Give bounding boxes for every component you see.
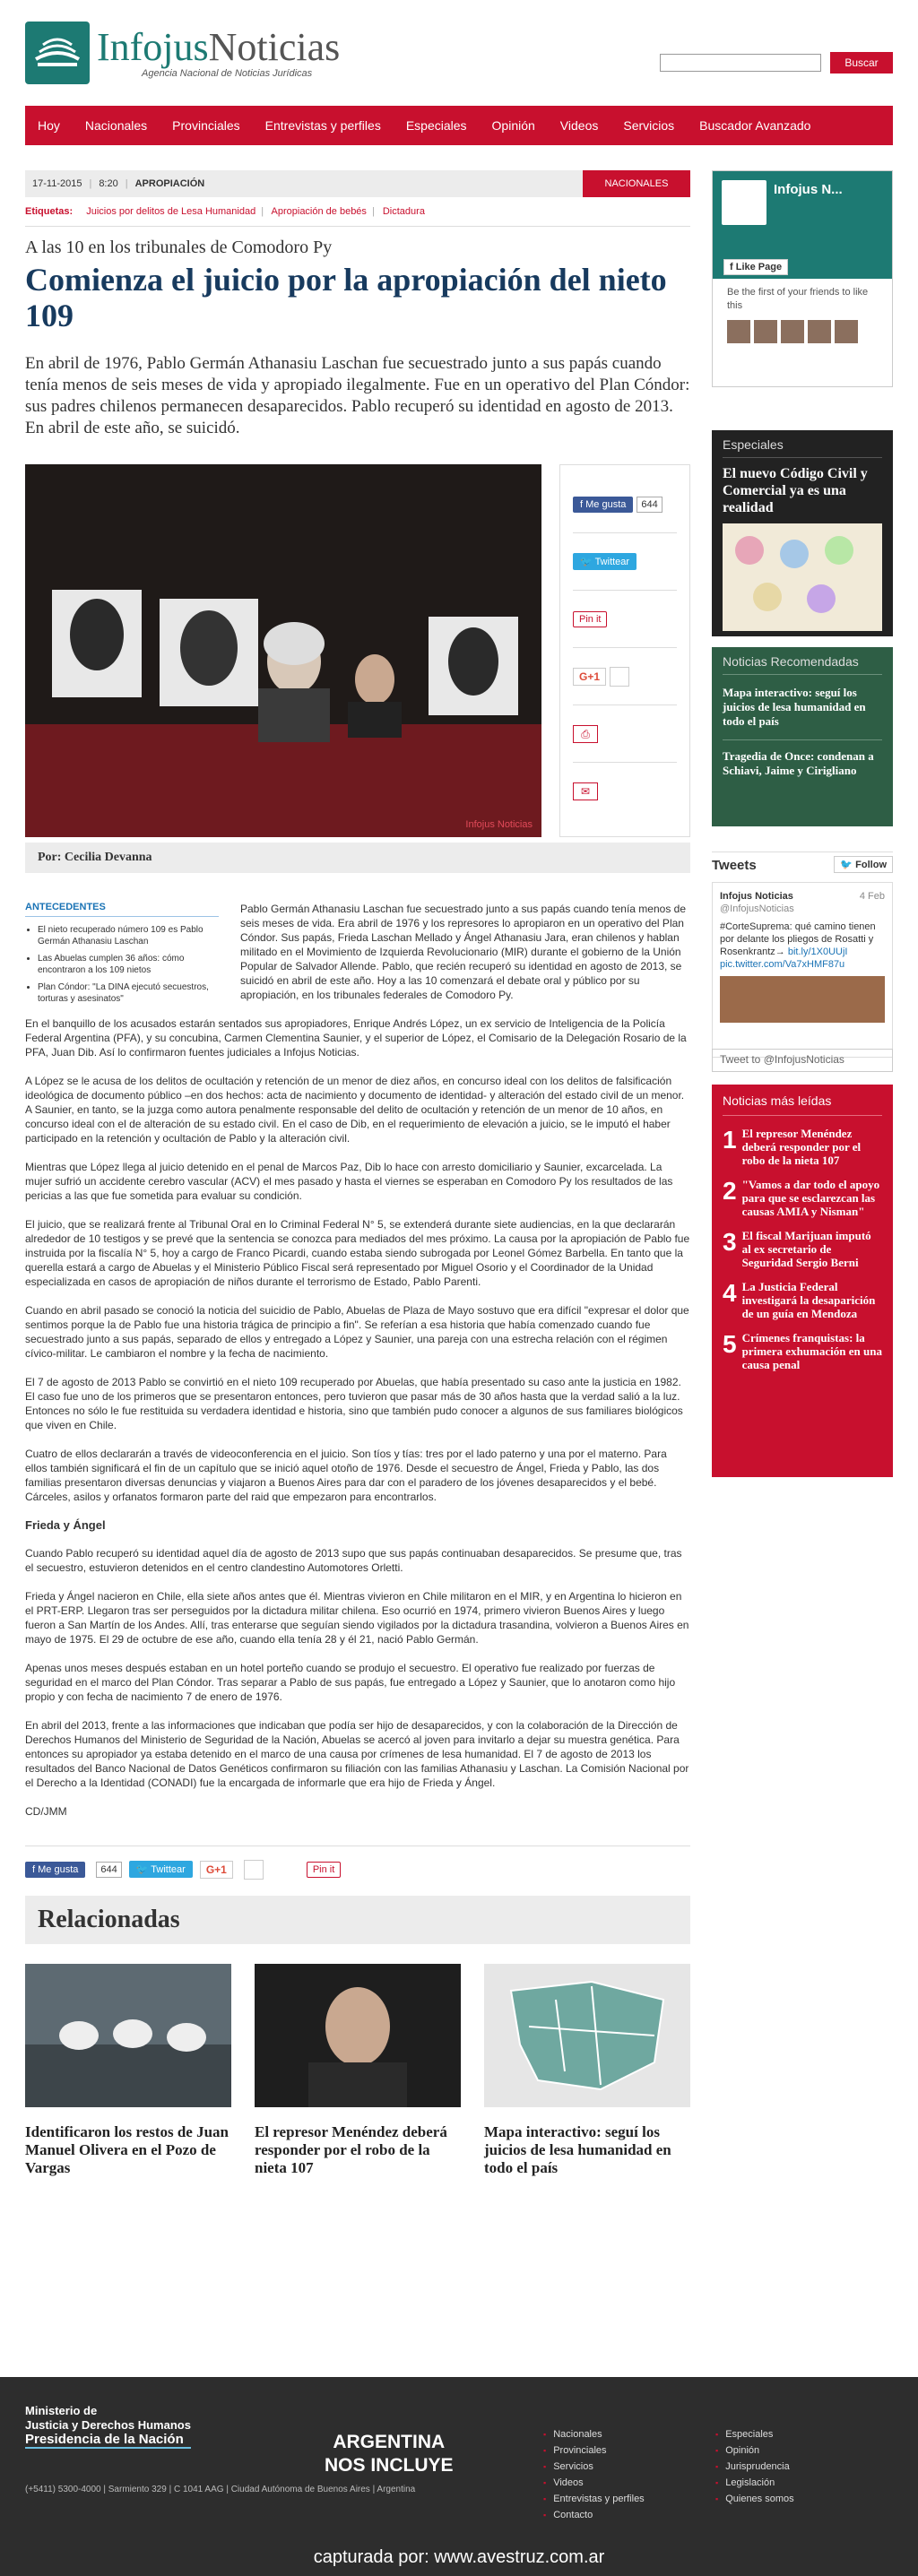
ministry-line: Ministerio de bbox=[25, 2404, 98, 2417]
twitter-icon: 🐦 bbox=[135, 1864, 152, 1875]
footer-links-col1 bbox=[543, 2429, 645, 2526]
fb-like-count: 644 bbox=[637, 497, 662, 513]
tweet bbox=[712, 882, 893, 1058]
mas-leidas-title: "Vamos a dar todo el apoyo para que se esclarezcan las causas AMIA y Nisman" bbox=[741, 1178, 880, 1218]
article-paragraph: Mientras que López llega al juicio detenido en el penal de Marcos Paz, Dib lo hace con arresto domiciliario y Saunier, excarcelada. La mujer sufrió un accidente cerebro vascular (ACV) el mes pasado y hasta el viernes se esperaban en Comodoro Py los resultados de las pericias a las que fue sometida para evaluar su condición. bbox=[25, 1161, 673, 1202]
article-body bbox=[25, 902, 690, 1819]
mas-leidas-item[interactable] bbox=[723, 1280, 882, 1320]
fb-friend-faces bbox=[713, 320, 892, 343]
footer-links-col2 bbox=[715, 2429, 794, 2510]
article-meta-bar: 17-11-2015 | 8:20 | APROPIACIÓN NACIONALES bbox=[25, 170, 690, 197]
footer-link[interactable]: ▪ Opinión bbox=[715, 2445, 794, 2456]
footer-slogan bbox=[325, 2431, 454, 2477]
fb-page-avatar bbox=[722, 180, 766, 225]
tweet-label: Twittear bbox=[151, 1864, 186, 1875]
google-plus-button[interactable]: G+1 bbox=[573, 668, 606, 686]
recomendadas-box bbox=[712, 647, 893, 826]
article-paragraph: A López se le acusa de los delitos de ocultación y retención de un menor de diez años, en concurso ideal con los delitos de falsificación ideológica de documento público –en dos hechos: acta de nacimiento y documento de identidad- y alteración del estado civil de un menor. A Saunier, en tanto, se la juzga como autora penalmente responsable del delito de ocultación y retención de un menor de 10 años, en concurso ideal con el de alteración de su estado civil. En el caso de Dib, en el requerimiento de elevación a juicio, se le imputó el haber participado en la retención y ocultación de Pablo y la alteración civil. bbox=[25, 1075, 685, 1145]
article-paragraph: Pablo Germán Athanasiu Laschan fue secuestrado junto a sus papás cuando tenía menos de seis meses de vida. Era abril de 1976 y los represores lo apropiaron en un operativo del Plan Cóndor. Sus papás, Frieda Laschan Mellado y Ángel Athanasiu Jara, eran chilenos y hablan militado en el Movimiento de Izquierda Revolucionario (MIR) durante el gobierno de la Unión Popular de Salvador Allende. Pablo, que recién recuperó su identidad en agosto de 2013, se suicidó en abril de este año. Hoy a las 10 comenzará el debate oral y público por su apropiación, en los tribunales federales de Comodoro Py. bbox=[240, 903, 687, 1001]
photo-credit: Infojus Noticias bbox=[465, 819, 533, 830]
fb-page-name[interactable]: Infojus N... bbox=[774, 182, 843, 197]
tweet-link[interactable]: bit.ly/1X0UUjI pic.twitter.com/Va7xHMF87u bbox=[720, 947, 848, 970]
mas-leidas-item[interactable] bbox=[723, 1331, 882, 1371]
footer-link[interactable]: ▪ Videos bbox=[543, 2477, 645, 2488]
related-card[interactable] bbox=[25, 1964, 231, 2177]
tweet-author[interactable]: Infojus Noticias bbox=[720, 891, 793, 902]
related-card-title: Identificaron los restos de Juan Manuel Olivera en el Pozo de Vargas bbox=[25, 2123, 230, 2176]
logo-brand-name: Infojus bbox=[97, 25, 209, 69]
avatar bbox=[835, 320, 858, 343]
article-paragraph: En abril del 2013, frente a las informaciones que indicaban que podía ser hijo de desaparecidos, y con la colaboración de la Dirección de Derechos Humanos del Ministerio de Seguridad de la Nación, Abuelas se acercó al joven para invitarlo a dejar su muestra genética. Para entonces su apropiador ya estaba detenido en el marco de una causa por crímenes de lesa humanidad. El 7 de agosto de 2013 los resultados del Banco Nacional de Datos Genéticos confirmaron su filiación con las familias Athanasiu y Laschan. La Comisión Nacional por el Derecho a la Identidad (CONADI) fue la encargada de informarle que era hijo de Frieda y Ángel. bbox=[25, 1719, 689, 1789]
related-card-title: Mapa interactivo: seguí los juicios de lesa humanidad en todo el país bbox=[484, 2123, 671, 2176]
mas-leidas-label: Noticias más leídas bbox=[723, 1094, 882, 1116]
logo-brand-suffix: Noticias bbox=[208, 25, 341, 69]
article-time: 8:20 bbox=[99, 178, 118, 189]
recomendada-link[interactable]: Mapa interactivo: seguí los juicios de lesa humanidad en todo el país bbox=[723, 686, 866, 728]
footer-link[interactable]: ▪ Jurisprudencia bbox=[715, 2461, 794, 2472]
pinterest-button[interactable]: Pin it bbox=[573, 611, 607, 627]
tweet-button[interactable] bbox=[129, 1861, 193, 1878]
mas-leidas-title: Crímenes franquistas: la primera exhumación en una causa penal bbox=[741, 1331, 882, 1371]
google-plus-count bbox=[244, 1860, 264, 1880]
article-paragraph: Cuando en abril pasado se conoció la noticia del suicidio de Pablo, Abuelas de Plaza de Mayo sostuvo que era difícil "expresar el dolor que sentimos porque la de Pablo fue una historia trágica de principio a fin". Se referían a esa historia que había comenzado cuando fue secuestrado junto a sus papás, separado de ellos y entregado a López y Saunier, una pareja con una estrecha relación con el régimen cívico-militar. Le cambiaron el nombre y la fecha de nacimiento. bbox=[25, 1304, 689, 1360]
search-button[interactable]: Buscar bbox=[830, 52, 893, 73]
article-paragraph: El juicio, que se realizará frente al Tribunal Oral en lo Criminal Federal N° 5, se extenderá durante siete audiencias, en la que declararán alrededor de 10 testigos y se prevé que la sentencia se conozca para mediados del mes próximo. La causa por la apropiación de Pablo fue instruida por la fiscalía N° 5, hoy a cargo de Franco Picardi, cuando estaba siendo subrogada por Leonel Gómez Barbella. En tanto que la querella estará a cargo de Abuelas y el Ministerio Público Fiscal será representado por Miguel Osorio y el Coordinador de la Unidad especializada en casos de apropiación de niños durante el terrorismo de Estado, Pablo Parenti. bbox=[25, 1218, 690, 1288]
mas-leidas-rank: 5 bbox=[723, 1330, 737, 1358]
article-media bbox=[25, 464, 690, 837]
article-signature: CD/JMM bbox=[25, 1805, 67, 1818]
antecedentes-box bbox=[25, 902, 219, 1010]
mas-leidas-item[interactable] bbox=[723, 1229, 882, 1269]
related-image bbox=[484, 1964, 690, 2107]
footer-link[interactable]: ▪ Provinciales bbox=[543, 2445, 645, 2456]
article-lead: En abril de 1976, Pablo Germán Athanasiu Laschan fue secuestrado junto a sus papás cuando tenía menos de seis meses de vida y apropiado ilegalmente. Fue en un operativo del Plan Cóndor: sus padres chilenos permanecen desaparecidos. Pablo recuperó su identidad en agosto de 2013. En abril de este año, se suicidó. bbox=[25, 354, 690, 437]
nav-item-hoy[interactable]: Hoy bbox=[38, 118, 60, 133]
tweet-date[interactable]: 4 Feb bbox=[859, 891, 885, 902]
email-icon[interactable]: ✉ bbox=[573, 782, 598, 800]
footer-address: (+5411) 5300-4000 | Sarmiento 329 | C 1041 AAG | Ciudad Autónoma de Buenos Aires | Argentina bbox=[25, 2485, 416, 2494]
mas-leidas-item[interactable] bbox=[723, 1127, 882, 1167]
fb-like-label: Me gusta bbox=[585, 498, 627, 510]
recomendadas-label: Noticias Recomendadas bbox=[723, 654, 882, 675]
mas-leidas-title: La Justicia Federal investigará la desaparición de un guía en Mendoza bbox=[741, 1280, 876, 1320]
share-column bbox=[559, 464, 690, 837]
footer-link[interactable]: ▪ Contacto bbox=[543, 2510, 645, 2520]
avatar bbox=[727, 320, 750, 343]
mas-leidas-rank: 4 bbox=[723, 1279, 737, 1307]
antecedente-link[interactable]: • Plan Cóndor: "La DINA ejecutó secuestros, torturas y asesinatos" bbox=[38, 981, 219, 1005]
section-tag[interactable]: NACIONALES bbox=[583, 170, 690, 197]
tag-link[interactable]: Dictadura bbox=[382, 206, 425, 217]
fb-like-page-label: Like Page bbox=[735, 262, 783, 272]
ministry-line: Presidencia de la Nación bbox=[25, 2433, 191, 2449]
article-kicker: A las 10 en los tribunales de Comodoro Py bbox=[25, 238, 333, 257]
nav-item-provinciales[interactable]: Provinciales bbox=[172, 118, 240, 133]
nav-item-buscador-avanzado[interactable]: Buscador Avanzado bbox=[699, 118, 811, 133]
avatar bbox=[754, 320, 777, 343]
footer-link[interactable]: ▪ Servicios bbox=[543, 2461, 645, 2472]
bottom-share-bar bbox=[25, 1846, 690, 1881]
related-image bbox=[255, 1964, 461, 2107]
article-column bbox=[25, 170, 690, 2177]
article-paragraph: Cuatro de ellos declararán a través de videoconferencia en el juicio. Son tíos y tías: tres por el lado paterno y una por el materno. Para ellos también significará el fin de un capítulo que se inició aquel otoño de 1976. Desde el secuestro de Ángel, Frieda y Pablo, las dos familias presentaron diversas denuncias y viajaron a Buenos Aires para dar con el paradero de los jóvenes desaparecidos y el bebé. Cárceles, asilos y orfanatos formaron parte del raid que empezaron para encontrarlos. bbox=[25, 1448, 667, 1503]
book-logo-icon bbox=[25, 22, 90, 84]
antecedentes-title: ANTECEDENTES bbox=[25, 902, 219, 917]
fb-like-page-button[interactable] bbox=[723, 259, 788, 275]
nav-item-opinion[interactable]: Opinión bbox=[491, 118, 535, 133]
especiales-label: Especiales bbox=[723, 437, 882, 458]
article-paragraph: Frieda y Ángel nacieron en Chile, ella siete años antes que él. Mientras vivieron en Chile militaron en el MIR, y en Argentina lo hicieron en el PRT-ERP. Llegaron tras ser perseguidos por la dictadura militar chilena. Eso ocurrió en 1974, primero vivieron Buenos Aires y luego fueron a San Martín de los Andes. Allí, tras enterarse que seguían siendo vigilados por la dictadura trasandina, volvieron a Buenos Aires en mayo de 1975. El 29 de octubre de ese año, cuando ella tenía 28 y él 21, nació Pablo Germán. bbox=[25, 1590, 689, 1646]
antecedente-link[interactable]: • Las Abuelas cumplen 36 años: cómo encontraron a los 109 nietos bbox=[38, 953, 219, 976]
main-nav bbox=[25, 106, 893, 145]
capture-note: capturada por: www.avestruz.com.ar bbox=[313, 2547, 605, 2567]
especiales-headline: El nuevo Código Civil y Comercial ya es una realidad bbox=[723, 466, 868, 515]
pinterest-button[interactable]: Pin it bbox=[307, 1862, 341, 1878]
twitter-follow-button[interactable] bbox=[834, 856, 893, 873]
site-logo[interactable] bbox=[25, 22, 340, 84]
related-list bbox=[25, 1964, 690, 2177]
related-title: Relacionadas bbox=[25, 1896, 690, 1944]
slogan-line: NOS INCLUYE bbox=[325, 2455, 454, 2476]
site-footer bbox=[0, 2377, 918, 2576]
tag-link[interactable]: Apropiación de bebés bbox=[271, 206, 367, 217]
fb-page-cover bbox=[713, 171, 892, 279]
related-card[interactable] bbox=[255, 1964, 461, 2177]
tweets-title: Tweets bbox=[712, 858, 757, 873]
fb-icon: f bbox=[580, 498, 586, 510]
mas-leidas-item[interactable] bbox=[723, 1178, 882, 1218]
article-paragraph: Apenas unos meses después estaban en un hotel porteño cuando se produjo el secuestro. El operativo fue realizado por fuerzas de seguridad en el marco del Plan Cóndor. Tras separar a Pablo de sus papás, fue entregado a López y Saunier, que lo anotaron como hijo propio y con fecha de nacimiento 7 de enero de 1976. bbox=[25, 1662, 676, 1703]
logo-tagline: Agencia Nacional de Noticias Jurídicas bbox=[142, 68, 313, 79]
nav-item-videos[interactable]: Videos bbox=[559, 118, 599, 133]
nav-item-servicios[interactable]: Servicios bbox=[623, 118, 675, 133]
footer-link[interactable]: ▪ Especiales bbox=[715, 2429, 794, 2440]
article-subhead: Frieda y Ángel bbox=[25, 1518, 106, 1532]
article-paragraph: El 7 de agosto de 2013 Pablo se convirtió en el nieto 109 recuperado por Abuelas, que había presentado su caso ante la justicia en 1982. El caso fue uno de los primeros que se presentaron entonces, pero tuvieron que pasar más de 30 años hasta que la verdad salió a la luz. Entonces no sólo le fue restituida su verdadera identidad e historia, sino que también pudo conocer a algunos de sus familiares biológicos que viven en Chile. bbox=[25, 1376, 683, 1431]
especiales-box[interactable] bbox=[712, 430, 893, 636]
tags-label: Etiquetas: bbox=[25, 206, 74, 217]
mas-leidas-rank: 2 bbox=[723, 1177, 737, 1205]
twitter-widget bbox=[712, 851, 893, 1072]
related-image bbox=[25, 1964, 231, 2107]
tweet-button[interactable] bbox=[573, 553, 637, 570]
tweet-label: Twittear bbox=[594, 557, 630, 567]
fb-icon: f bbox=[730, 262, 736, 272]
mas-leidas-title: El represor Menéndez deberá responder por el robo de la nieta 107 bbox=[741, 1127, 862, 1167]
fb-icon: f bbox=[32, 1863, 39, 1875]
mas-leidas-rank: 1 bbox=[723, 1126, 737, 1154]
nav-item-nacionales[interactable]: Nacionales bbox=[84, 118, 148, 133]
fb-like-count: 644 bbox=[96, 1862, 121, 1878]
footer-link[interactable]: ▪ Legislación bbox=[715, 2477, 794, 2488]
avatar bbox=[808, 320, 831, 343]
article-date: 17-11-2015 bbox=[32, 178, 82, 189]
google-plus-count bbox=[610, 667, 629, 687]
tag-link[interactable]: Juicios por delitos de Lesa Humanidad bbox=[86, 206, 256, 217]
antecedente-link[interactable]: • El nieto recuperado número 109 es Pablo Germán Athanasiu Laschan bbox=[38, 924, 219, 947]
slogan-line: ARGENTINA bbox=[333, 2432, 446, 2452]
mas-leidas-rank: 3 bbox=[723, 1228, 737, 1256]
twitter-icon: 🐦 bbox=[840, 860, 856, 870]
article-headline: Comienza el juicio por la apropiación del nieto 109 bbox=[25, 262, 667, 333]
ministry-logo[interactable] bbox=[25, 2404, 191, 2449]
related-card[interactable] bbox=[484, 1964, 690, 2177]
facebook-page-widget bbox=[712, 170, 893, 387]
fb-like-label: Me gusta bbox=[38, 1863, 79, 1875]
article-tags: Etiquetas: Juicios por delitos de Lesa Humanidad | Apropiación de bebés | Dictadura bbox=[25, 206, 690, 227]
tweet-text: #CorteSuprema: qué camino tienen por delante los pliegos de Rosatti y Rosenkrantz→ bbox=[720, 921, 876, 957]
article-paragraph: En el banquillo de los acusados estarán sentados sus apropiadores, Enrique Andrés López, un ex servicio de Inteligencia de la Policía Federal Argentina (PFA), y su concubina, Carmen Clementina Saunier, y el superior de López, el Comisario de la Delegación Rosario de la PFA, Juan Dib. Así lo confirmaron fuentes judiciales a Infojus Noticias. bbox=[25, 1017, 687, 1059]
footer-link[interactable]: ▪ Quienes somos bbox=[715, 2494, 794, 2504]
nav-item-especiales[interactable]: Especiales bbox=[405, 118, 467, 133]
tweet-to-input[interactable]: Tweet to @InfojusNoticias bbox=[712, 1049, 893, 1072]
follow-label: Follow bbox=[855, 860, 887, 870]
facebook-like-button[interactable] bbox=[573, 497, 633, 513]
article-category: APROPIACIÓN bbox=[134, 178, 205, 189]
twitter-icon: 🐦 bbox=[580, 557, 595, 567]
article-photo bbox=[25, 464, 541, 837]
footer-link[interactable]: ▪ Entrevistas y perfiles bbox=[543, 2494, 645, 2504]
search-input[interactable] bbox=[660, 54, 821, 72]
article-byline: Por: Cecilia Devanna bbox=[25, 843, 690, 873]
print-icon[interactable]: ⎙ bbox=[573, 725, 598, 743]
especiales-image bbox=[723, 523, 882, 631]
facebook-like-button[interactable] bbox=[25, 1862, 85, 1878]
recomendada-link[interactable]: Tragedia de Once: condenan a Schiavi, Jaime y Cirigliano bbox=[723, 739, 882, 778]
site-header bbox=[0, 0, 918, 106]
article-paragraph: Cuando Pablo recuperó su identidad aquel día de agosto de 2013 supo que sus papás continuaban desaparecidos. Se presume que, tras el secuestro, estuvieron detenidos en el centro clandestino Automotores Orletti. bbox=[25, 1547, 682, 1574]
fb-friends-text: Be the first of your friends to like this bbox=[727, 287, 869, 311]
tweet-image[interactable] bbox=[720, 976, 885, 1023]
mas-leidas-box bbox=[712, 1085, 893, 1477]
mas-leidas-title: El fiscal Marijuan imputó al ex secretario de Seguridad Sergio Berni bbox=[741, 1229, 871, 1269]
sidebar bbox=[712, 170, 893, 1477]
tweet-handle[interactable]: @InfojusNoticias bbox=[720, 903, 794, 914]
avatar bbox=[781, 320, 804, 343]
ministry-line: Justicia y Derechos Humanos bbox=[25, 2418, 191, 2432]
footer-link[interactable]: ▪ Nacionales bbox=[543, 2429, 645, 2440]
related-card-title: El represor Menéndez deberá responder por el robo de la nieta 107 bbox=[255, 2123, 447, 2176]
google-plus-button[interactable]: G+1 bbox=[200, 1861, 233, 1879]
nav-item-entrevistas[interactable]: Entrevistas y perfiles bbox=[264, 118, 381, 133]
